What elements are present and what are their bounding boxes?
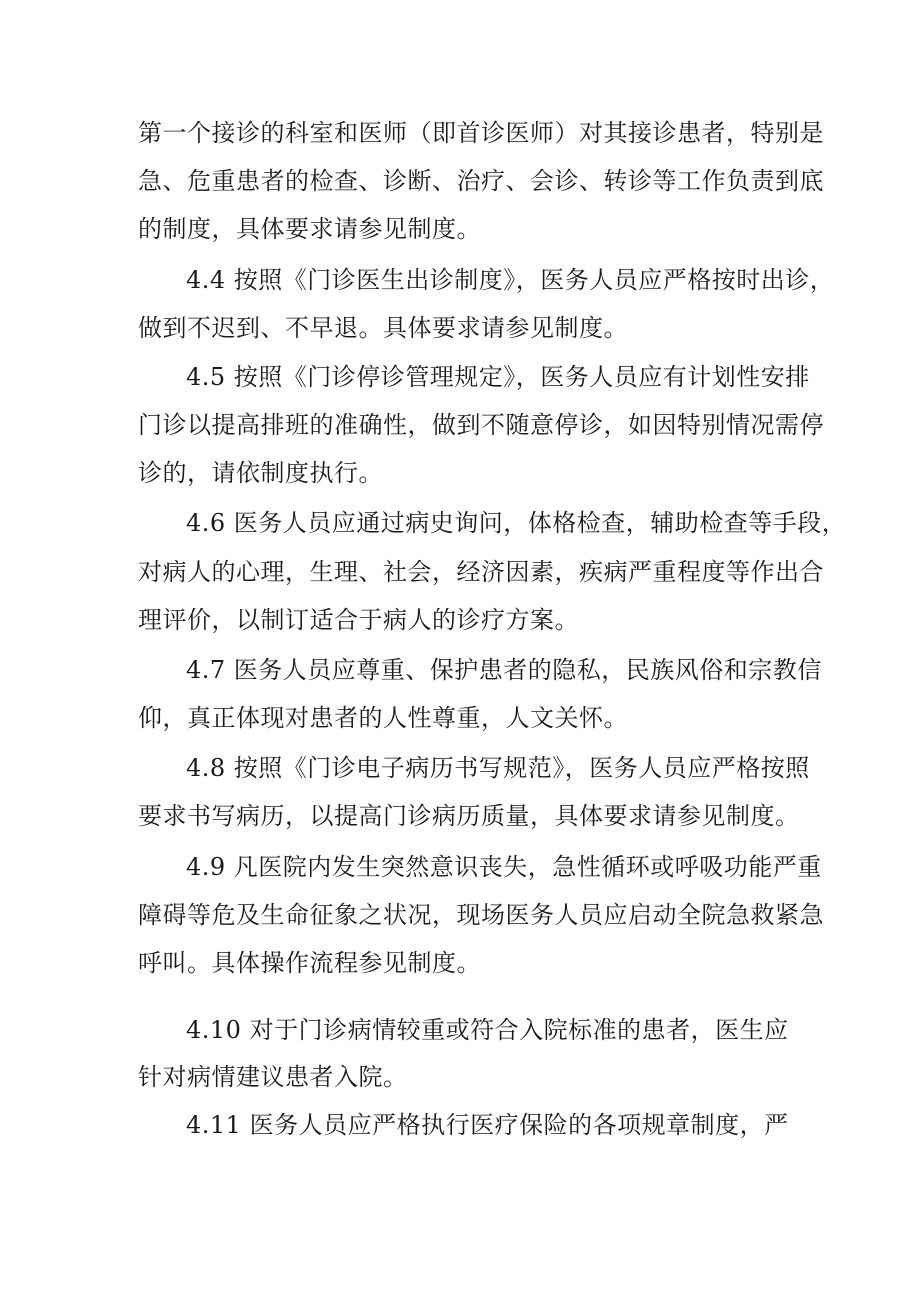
paragraph-line: 对病人的心理，生理、社会，经济因素，疾病严重程度等作出合 xyxy=(138,558,824,586)
paragraph-line: 4.4 按照《门诊医生出诊制度》，医务人员应严格按时出诊， xyxy=(186,266,835,294)
paragraph-line: 4.5 按照《门诊停诊管理规定》，医务人员应有计划性安排 xyxy=(186,363,810,391)
paragraph-line: 诊的，请依制度执行。 xyxy=(138,459,383,487)
paragraph-line: 理评价，以制订适合于病人的诊疗方案。 xyxy=(138,606,579,634)
paragraph-line: 第一个接诊的科室和医师（即首诊医师）对其接诊患者，特别是 xyxy=(138,119,824,147)
paragraph-line: 针对病情建议患者入院。 xyxy=(138,1063,408,1091)
paragraph-line: 的制度，具体要求请参见制度。 xyxy=(138,215,481,243)
paragraph-line: 4.8 按照《门诊电子病历书写规范》，医务人员应严格按照 xyxy=(186,754,810,782)
paragraph-line: 仰，真正体现对患者的人性尊重，人文关怀。 xyxy=(138,704,628,732)
paragraph-line: 4.9 凡医院内发生突然意识丧失，急性循环或呼吸功能严重 xyxy=(186,853,822,881)
paragraph-line: 4.10 对于门诊病情较重或符合入院标准的患者，医生应 xyxy=(186,1016,789,1044)
paragraph-line: 呼叫。具体操作流程参见制度。 xyxy=(138,949,481,977)
paragraph-line: 障碍等危及生命征象之状况，现场医务人员应启动全院急救紧急 xyxy=(138,901,824,929)
paragraph-line: 4.6 医务人员应通过病史询问，体格检查，辅助检查等手段， xyxy=(186,509,847,537)
paragraph-line: 门诊以提高排班的准确性，做到不随意停诊，如因特别情况需停 xyxy=(138,411,824,439)
paragraph-line: 要求书写病历，以提高门诊病历质量，具体要求请参见制度。 xyxy=(138,802,800,830)
paragraph-line: 4.7 医务人员应尊重、保护患者的隐私，民族风俗和宗教信 xyxy=(186,656,822,684)
paragraph-line: 做到不迟到、不早退。具体要求请参见制度。 xyxy=(138,314,628,342)
paragraph-line: 急、危重患者的检查、诊断、治疗、会诊、转诊等工作负责到底 xyxy=(138,167,824,195)
paragraph-line: 4.11 医务人员应严格执行医疗保险的各项规章制度，严 xyxy=(186,1111,789,1139)
